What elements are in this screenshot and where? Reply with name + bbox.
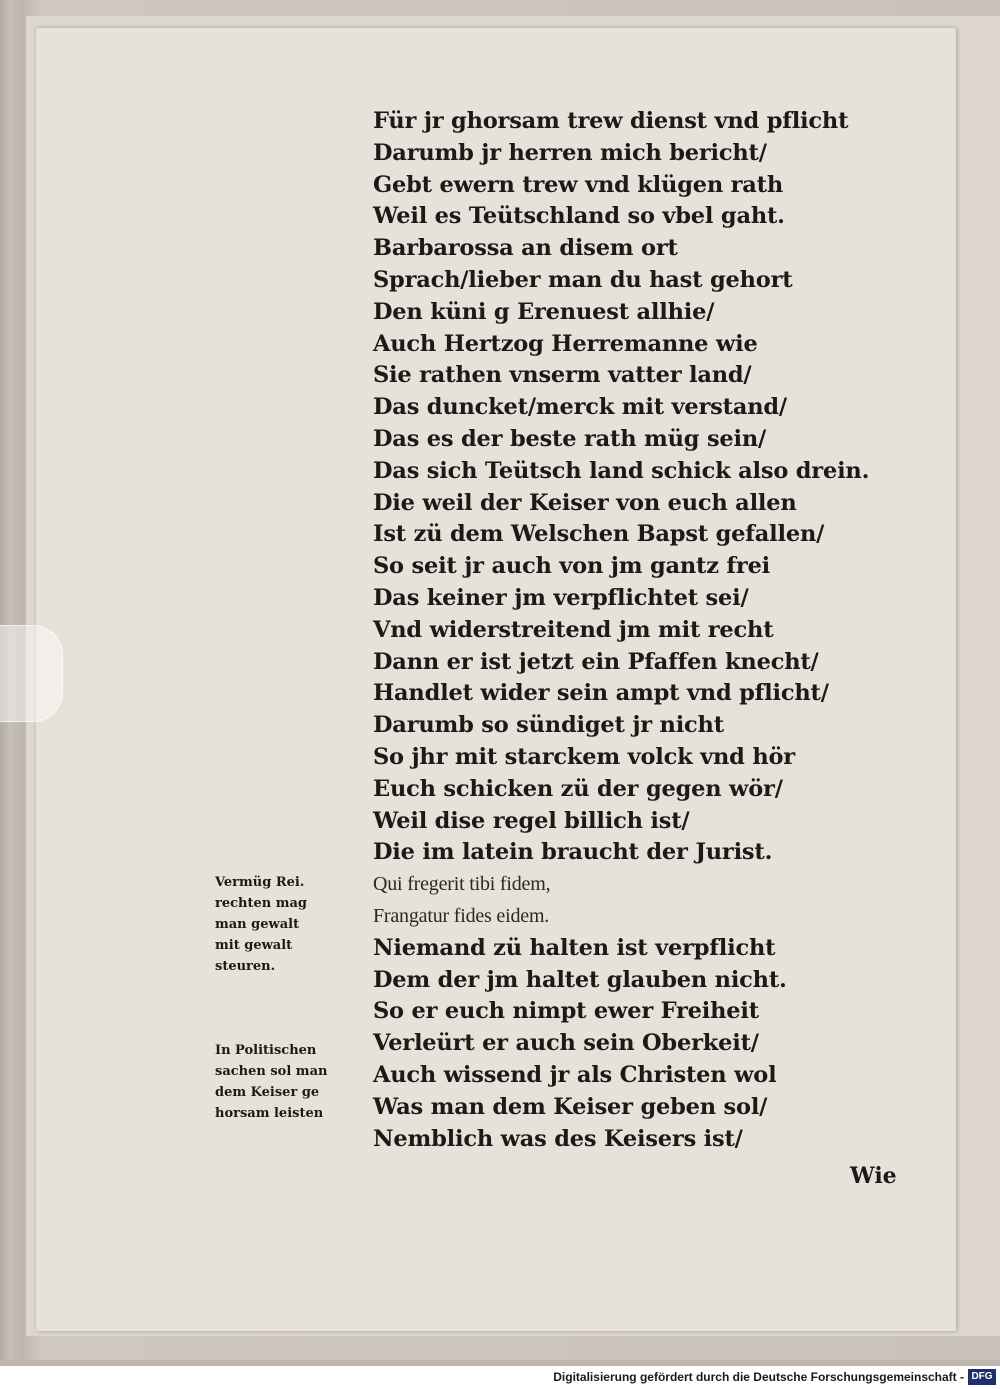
page-clip-tab bbox=[0, 625, 63, 722]
margin-note-line: dem Keiser ge bbox=[215, 1085, 320, 1100]
margin-note-line: rechten mag bbox=[215, 896, 308, 911]
verse-line: Qui fregerit tibi fidem, bbox=[373, 873, 551, 896]
verse-line: Euch schicken zü der gegen wör/ bbox=[373, 775, 783, 802]
funding-notice: Digitalisierung gefördert durch die Deutsche Forschungsgemeinschaft - bbox=[553, 1370, 964, 1384]
margin-note-line: sachen sol man bbox=[215, 1064, 328, 1079]
verse-line: Weil es Teütschland so vbel gaht. bbox=[373, 203, 785, 230]
verse-line: Dann er ist jetzt ein Pfaffen knecht/ bbox=[373, 648, 819, 675]
verse-line: Das duncket/merck mit verstand/ bbox=[373, 394, 787, 421]
verse-line: Auch Hertzog Herremanne wie bbox=[373, 330, 758, 357]
verse-line: Weil dise regel billich ist/ bbox=[373, 807, 690, 834]
verse-line: Den küni g Erenuest allhie/ bbox=[373, 298, 715, 325]
margin-note-line: Vermüg Rei. bbox=[215, 875, 305, 890]
margin-note-reichsrecht bbox=[215, 872, 307, 977]
verse-line: Sie rathen vnserm vatter land/ bbox=[373, 362, 752, 389]
margin-note-politischen bbox=[215, 1040, 327, 1124]
verse-line: Das es der beste rath müg sein/ bbox=[373, 425, 767, 452]
verse-line: Verleürt er auch sein Oberkeit/ bbox=[373, 1030, 759, 1057]
verse-line: Nemblich was des Keisers ist/ bbox=[373, 1125, 743, 1152]
verse-line: Auch wissend jr als Christen wol bbox=[373, 1061, 777, 1088]
footer-bar bbox=[0, 1366, 1000, 1389]
verse-line: Das keiner jm verpflichtet sei/ bbox=[373, 584, 749, 611]
verse-line: Handlet wider sein ampt vnd pflicht/ bbox=[373, 680, 829, 707]
verse-line: Darumb so sündiget jr nicht bbox=[373, 712, 724, 739]
verse-line: Vnd widerstreitend jm mit recht bbox=[373, 616, 774, 643]
verse-line: Niemand zü halten ist verpflicht bbox=[373, 934, 776, 961]
verse-line: Ist zü dem Welschen Bapst gefallen/ bbox=[373, 521, 825, 548]
verse-line: Was man dem Keiser geben sol/ bbox=[373, 1093, 768, 1120]
verse-line: Barbarossa an disem ort bbox=[373, 235, 678, 262]
verse-line: So seit jr auch von jm gantz frei bbox=[373, 553, 771, 580]
margin-note-line: mit gewalt bbox=[215, 938, 293, 953]
verse-line: Frangatur fides eidem. bbox=[373, 904, 550, 927]
verse-line: Sprach/lieber man du hast gehort bbox=[373, 266, 793, 293]
verse-line: Gebt ewern trew vnd klügen rath bbox=[373, 171, 784, 198]
margin-note-line: man gewalt bbox=[215, 917, 300, 932]
verse-line: Das sich Teütsch land schick also drein. bbox=[373, 457, 870, 484]
verse-line: Dem der jm haltet glauben nicht. bbox=[373, 966, 787, 993]
dfg-logo-icon: DFG bbox=[968, 1369, 996, 1385]
verse-line: Die weil der Keiser von euch allen bbox=[373, 489, 797, 516]
verse-line: So jhr mit starckem volck vnd hör bbox=[373, 743, 795, 770]
verse-line: So er euch nimpt ewer Freiheit bbox=[373, 998, 759, 1025]
catchword: Wie bbox=[850, 1163, 897, 1189]
verse-line: Für jr ghorsam trew dienst vnd pflicht bbox=[373, 108, 849, 134]
verse-line: Die im latein braucht der Jurist. bbox=[373, 839, 773, 866]
margin-note-line: steuren. bbox=[215, 959, 276, 974]
verse-line: Darumb jr herren mich bericht/ bbox=[373, 139, 767, 166]
verse-list bbox=[373, 106, 933, 1155]
margin-note-line: horsam leisten bbox=[215, 1106, 324, 1121]
margin-note-line: In Politischen bbox=[215, 1043, 317, 1058]
